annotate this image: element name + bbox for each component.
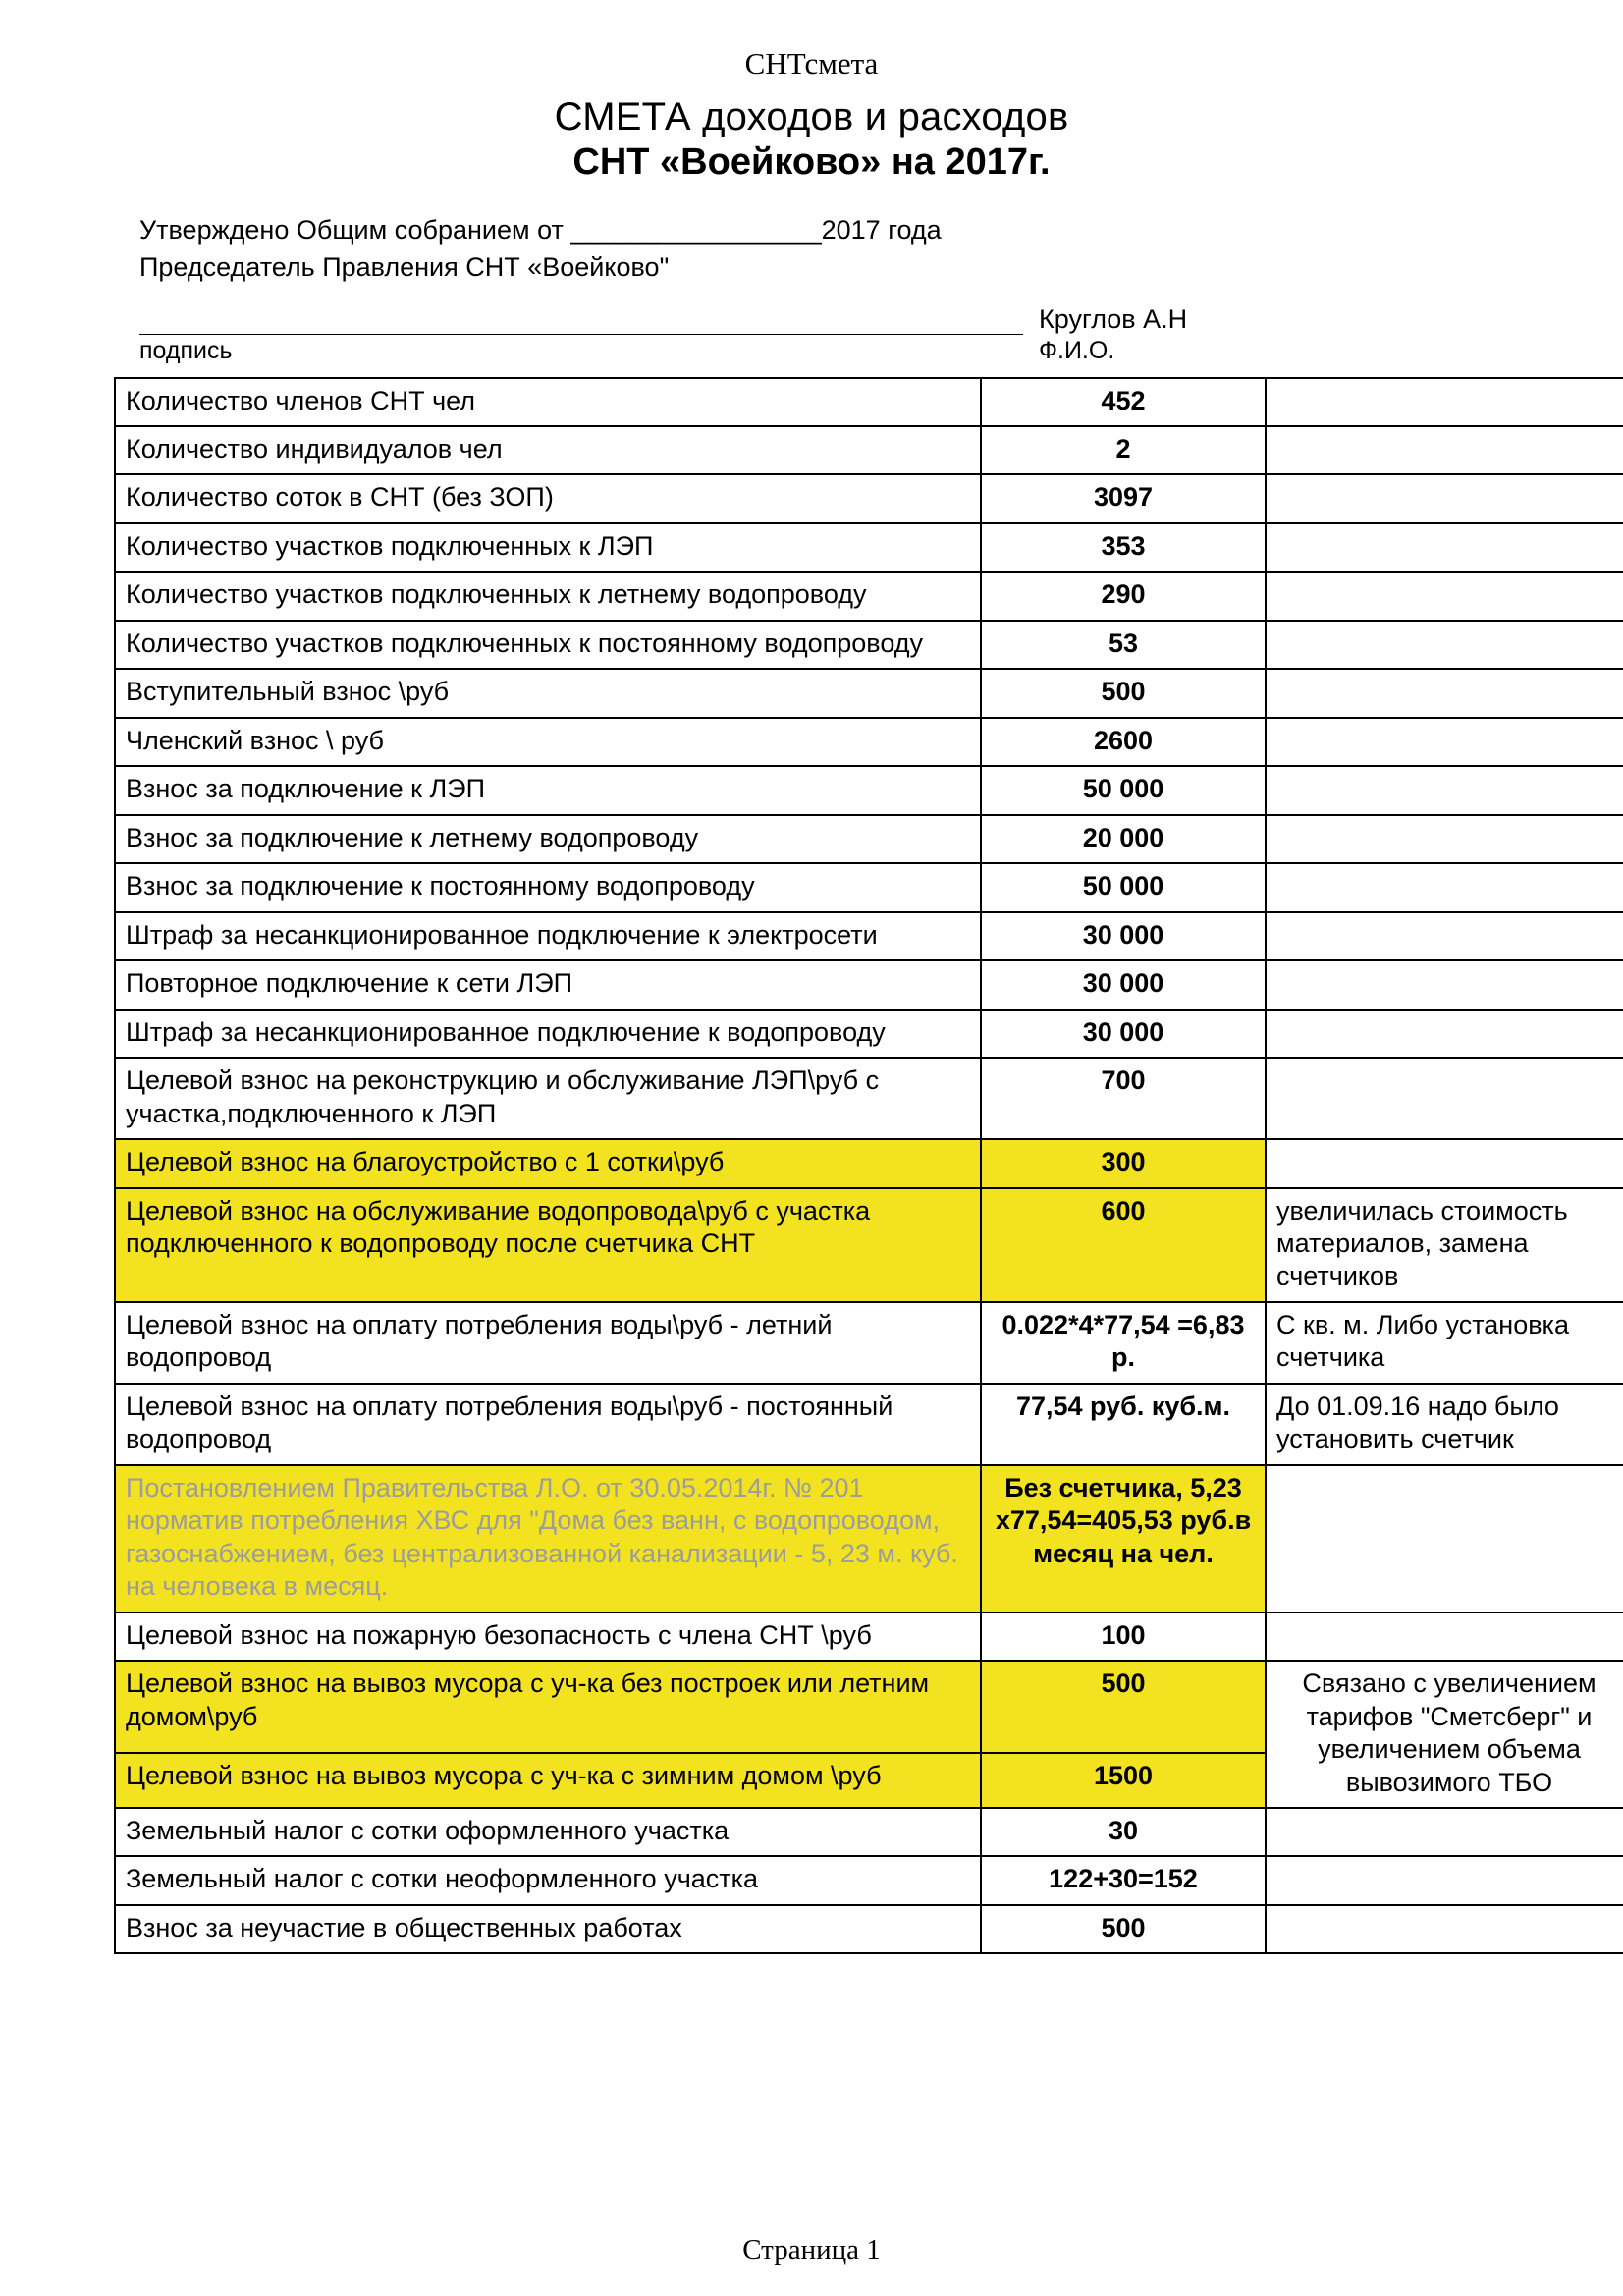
row-label: Повторное подключение к сети ЛЭП [115,960,981,1009]
row-note [1266,1808,1623,1856]
row-value: 30 [981,1808,1266,1856]
row-note: С кв. м. Либо установка счетчика [1266,1302,1623,1384]
row-value: 100 [981,1613,1266,1661]
approved-by-line: Утверждено Общим собранием от _________________2017 года [139,214,942,245]
table-row [115,1613,1623,1661]
chairman-line: Председатель Правления СНТ «Воейково" [139,252,670,283]
table-row [115,1856,1623,1904]
table-row [115,474,1623,522]
table-row [115,960,1623,1009]
document-title-line2: СНТ «Воейково» на 2017г. [572,141,1051,184]
table-row [115,1905,1623,1953]
table-row [115,912,1623,960]
row-value: 50 000 [981,766,1266,814]
row-note [1266,1856,1623,1904]
signature-labels [139,337,1554,365]
row-value: 77,54 руб. куб.м. [981,1384,1266,1465]
row-label: Целевой взнос на вывоз мусора с уч-ка с зимним домом \руб [115,1753,981,1808]
row-note [1266,474,1623,522]
signature-label-fio: Ф.И.О. [1039,336,1115,364]
row-note [1266,572,1623,620]
table-row [115,1302,1623,1384]
table-row [115,1058,1623,1139]
row-value: 3097 [981,474,1266,522]
row-label: Взнос за подключение к ЛЭП [115,766,981,814]
row-note: До 01.09.16 надо было установить счетчик [1266,1384,1623,1465]
row-label: Взнос за неучастие в общественных работах [115,1905,981,1953]
row-value: 30 000 [981,1010,1266,1058]
row-note: Связано с увеличением тарифов "Сметсберг" и увеличением объема вывозимого ТБО [1266,1661,1623,1808]
row-note [1266,621,1623,669]
row-note [1266,718,1623,766]
row-label: Членский взнос \ руб [115,718,981,766]
table-row [115,766,1623,814]
signature-line [139,308,1023,335]
signature-label-podpis: подпись [139,336,233,364]
row-value: 53 [981,621,1266,669]
row-value: 500 [981,1905,1266,1953]
table-row [115,1188,1623,1302]
row-value: 20 000 [981,815,1266,863]
row-note [1266,523,1623,572]
row-value: 300 [981,1139,1266,1187]
row-value: 30 000 [981,912,1266,960]
row-label: Количество соток в СНТ (без ЗОП) [115,474,981,522]
table-row [115,378,1623,426]
row-label: Земельный налог с сотки неоформленного участка [115,1856,981,1904]
row-label: Взнос за подключение к постоянному водопроводу [115,863,981,911]
row-note [1266,815,1623,863]
row-label: Земельный налог с сотки оформленного участка [115,1808,981,1856]
row-note [1266,669,1623,717]
row-label: Взнос за подключение к летнему водопроводу [115,815,981,863]
row-value: 290 [981,572,1266,620]
row-note [1266,426,1623,474]
row-label: Штраф за несанкционированное подключение к водопроводу [115,1010,981,1058]
row-label: Количество участков подключенных к летнему водопроводу [115,572,981,620]
row-value: 353 [981,523,1266,572]
table-row [115,718,1623,766]
row-label: Количество участков подключенных к ЛЭП [115,523,981,572]
table-row [115,1139,1623,1187]
row-value: 1500 [981,1753,1266,1808]
row-label: Целевой взнос на оплату потребления воды\руб - летний водопровод [115,1302,981,1384]
row-label: Целевой взнос на оплату потребления воды\руб - постоянный водопровод [115,1384,981,1465]
row-note [1266,863,1623,911]
table-row [115,1808,1623,1856]
row-value: 2600 [981,718,1266,766]
table-row [115,815,1623,863]
row-label: Целевой взнос на обслуживание водопровода\руб с участка подключенного к водопроводу после счетчика СНТ [115,1188,981,1302]
row-note [1266,1465,1623,1613]
brand-title: СНТсмета [744,46,879,81]
signature-row [139,303,1554,335]
row-note [1266,378,1623,426]
page-footer: Страница 1 [742,2234,881,2266]
table-row [115,1384,1623,1465]
row-label: Количество участков подключенных к постоянному водопроводу [115,621,981,669]
document-title-line1: СМЕТА доходов и расходов [554,95,1069,139]
table-row [115,1010,1623,1058]
row-note [1266,1010,1623,1058]
table-row [115,426,1623,474]
row-note [1266,960,1623,1009]
row-value: 452 [981,378,1266,426]
signature-name: Круглов А.Н [1039,303,1188,334]
row-note [1266,766,1623,814]
row-value: 122+30=152 [981,1856,1266,1904]
row-label: Количество членов СНТ чел [115,378,981,426]
table-row [115,669,1623,717]
row-value: 50 000 [981,863,1266,911]
row-value: 500 [981,1661,1266,1753]
row-value: Без счетчика, 5,23 х77,54=405,53 руб.в месяц на чел. [981,1465,1266,1613]
row-label: Целевой взнос на благоустройство с 1 сотки\руб [115,1139,981,1187]
row-note [1266,1613,1623,1661]
row-label: Целевой взнос на вывоз мусора с уч-ка без построек или летним домом\руб [115,1661,981,1753]
row-label: Целевой взнос на пожарную безопасность с члена СНТ \руб [115,1613,981,1661]
table-row [115,863,1623,911]
row-note [1266,1139,1623,1187]
table-row [115,1465,1623,1613]
row-label: Штраф за несанкционированное подключение к электросети [115,912,981,960]
row-label: Целевой взнос на реконструкцию и обслуживание ЛЭП\руб с участка,подключенного к ЛЭП [115,1058,981,1139]
row-note [1266,1905,1623,1953]
estimate-table [114,377,1623,1955]
table-row [115,621,1623,669]
row-note: увеличилась стоимость материалов, замена счетчиков [1266,1188,1623,1302]
table-row [115,523,1623,572]
row-label: Вступительный взнос \руб [115,669,981,717]
row-value: 500 [981,669,1266,717]
row-value: 600 [981,1188,1266,1302]
row-note [1266,1058,1623,1139]
row-value: 0.022*4*77,54 =6,83 р. [981,1302,1266,1384]
row-label: Количество индивидуалов чел [115,426,981,474]
row-note [1266,912,1623,960]
row-value: 700 [981,1058,1266,1139]
table-row [115,572,1623,620]
row-label: Постановлением Правительства Л.О. от 30.05.2014г. № 201 норматив потребления ХВС для "Дома без ванн, с водопроводом, газоснабжением, без централизованной канализации - 5, 23 м. куб. на человека в месяц. [115,1465,981,1613]
approval-block [139,211,1554,287]
row-value: 2 [981,426,1266,474]
table-row [115,1661,1623,1753]
row-value: 30 000 [981,960,1266,1009]
